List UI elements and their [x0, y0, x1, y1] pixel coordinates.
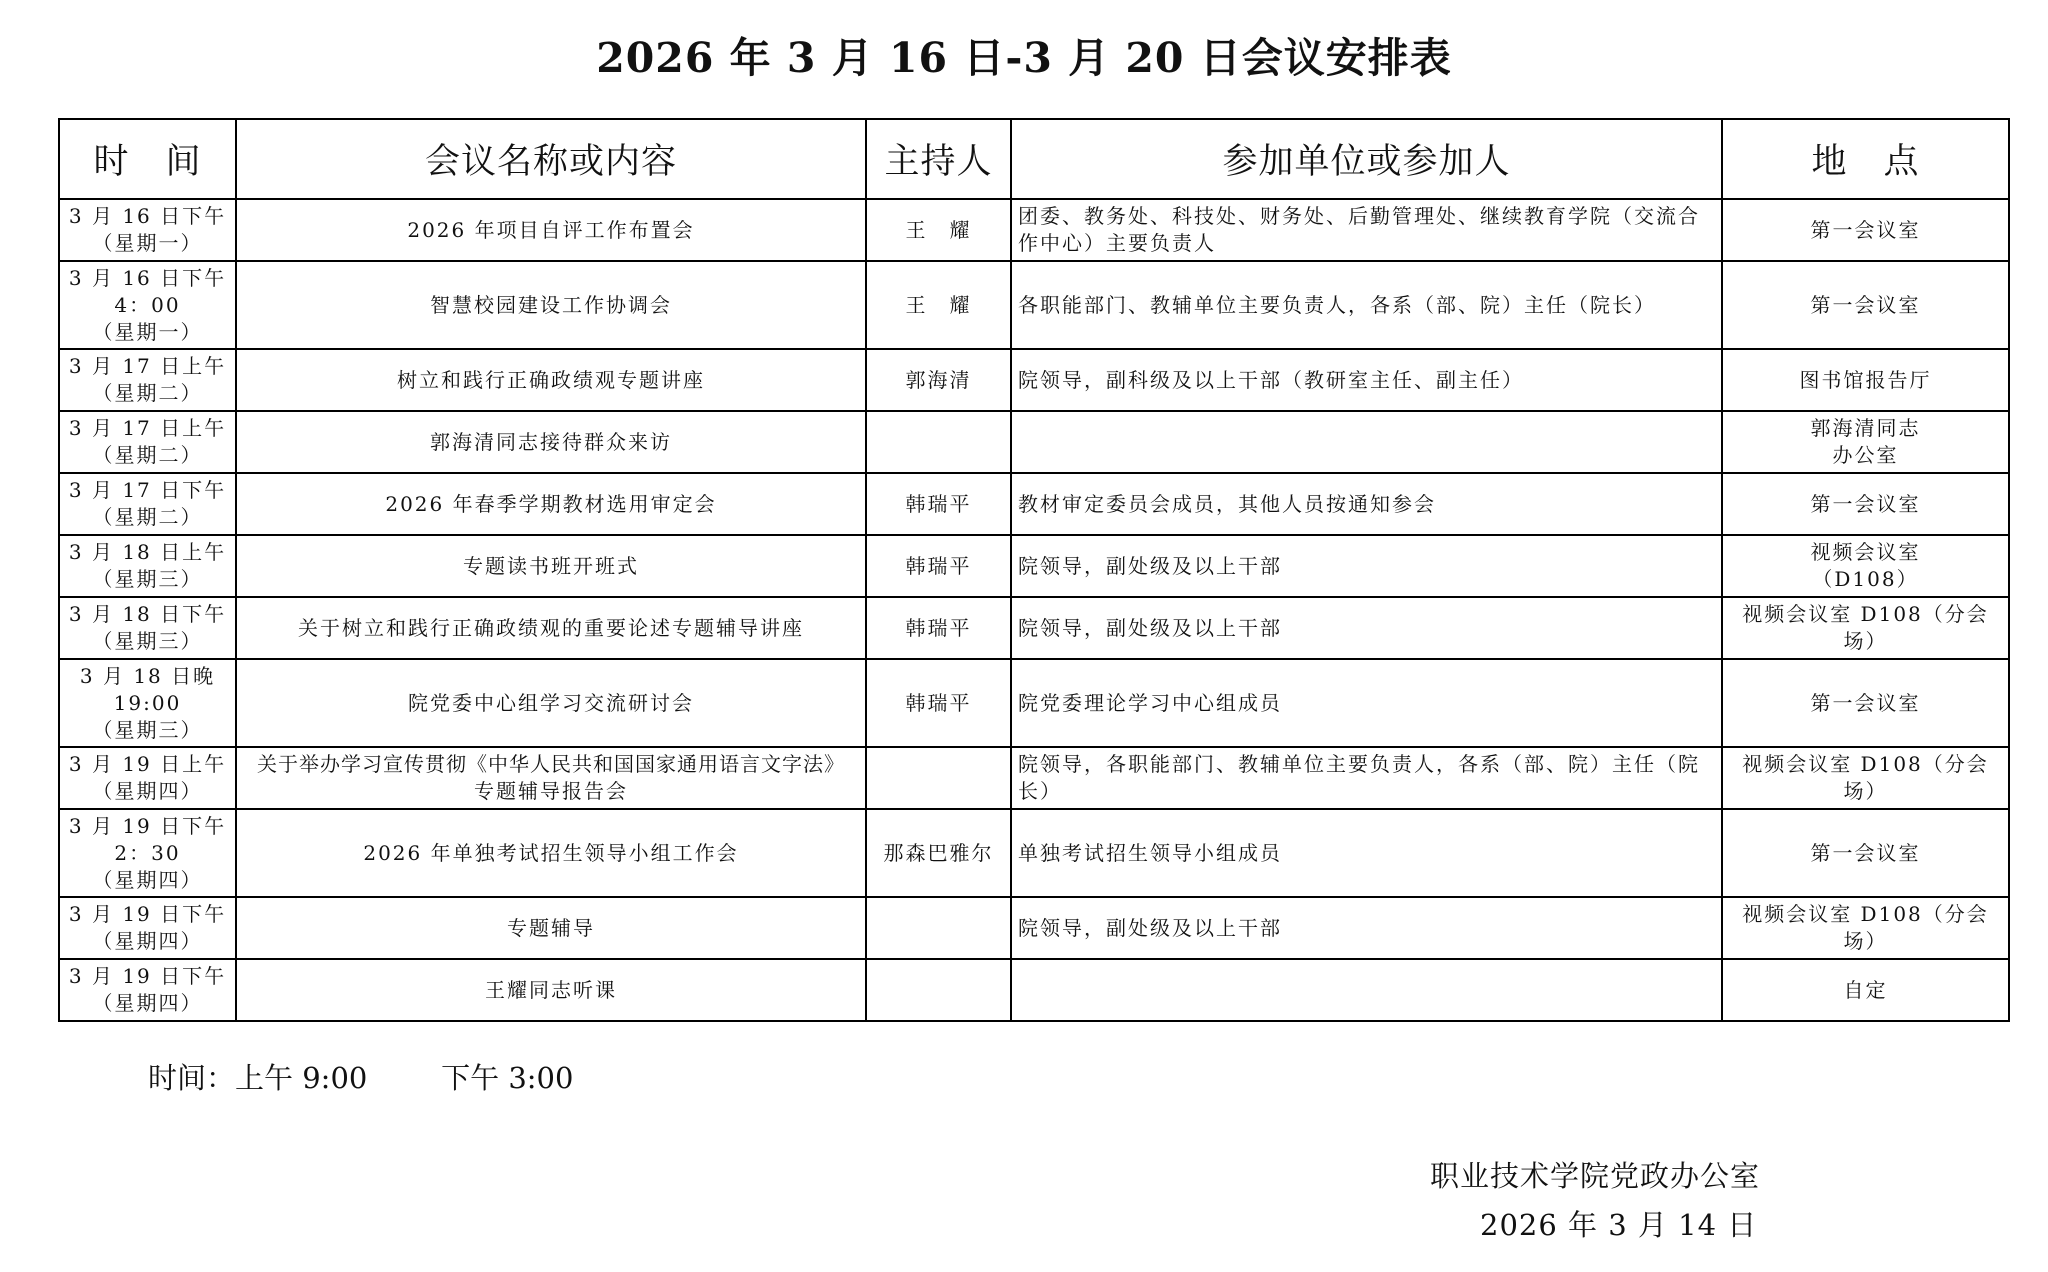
cell-time	[59, 261, 236, 349]
cell-participants	[1011, 261, 1722, 349]
table-row	[59, 535, 2009, 597]
cell-time	[59, 473, 236, 535]
location-line: 自定	[1843, 977, 1888, 1002]
location-line: 视频会议室 D108（分会场）	[1742, 602, 1989, 653]
location-line: 办公室	[1832, 443, 1899, 467]
time-line: 3 月 19 日上午	[68, 752, 227, 776]
time-line: 3 月 18 日晚	[79, 663, 216, 688]
location-line: 第一会议室	[1810, 840, 1921, 865]
participants-line: 院领导，各职能部门、教辅单位主要负责人，各系（部、院）主任（院	[1018, 752, 1700, 776]
cell-location	[1722, 261, 2009, 349]
location-line: 视频会议室 D108（分会场）	[1742, 752, 1989, 803]
participants-line: 院领导，副处级及以上干部	[1018, 915, 1282, 940]
cell-time	[59, 897, 236, 959]
cell-location	[1722, 535, 2009, 597]
cell-location	[1722, 597, 2009, 659]
time-line: 4：00	[114, 292, 181, 317]
footnote-afternoon: 下午 3:00	[441, 1061, 574, 1095]
cell-meeting-name	[236, 897, 866, 959]
time-line: 3 月 18 日下午	[68, 602, 227, 626]
meeting-name-line: 2026 年春季学期教材选用审定会	[385, 491, 717, 516]
cell-time	[59, 959, 236, 1021]
cell-host	[866, 747, 1011, 809]
time-line: 3 月 19 日下午	[68, 902, 227, 926]
participants-line: 院领导，副科级及以上干部（教研室主任、副主任）	[1018, 367, 1524, 392]
cell-host: 韩瑞平	[866, 535, 1011, 597]
weekday-line: （星期三）	[92, 717, 203, 742]
signature-org: 职业技术学院党政办公室	[1430, 1159, 1761, 1193]
cell-participants	[1011, 199, 1722, 261]
participants-line: 单独考试招生领导小组成员	[1018, 840, 1282, 865]
location-line: （D108）	[1812, 567, 1919, 591]
page-title: 2026 年 3 月 16 日-3 月 20 日会议安排表	[596, 34, 1452, 82]
cell-host: 郭海清	[866, 349, 1011, 411]
weekday-line: （星期二）	[92, 443, 203, 467]
cell-participants	[1011, 349, 1722, 411]
cell-location	[1722, 809, 2009, 897]
cell-location	[1722, 959, 2009, 1021]
weekday-line: （星期二）	[92, 505, 203, 529]
cell-time	[59, 199, 236, 261]
table-row	[59, 199, 2009, 261]
meeting-name-line: 智慧校园建设工作协调会	[430, 292, 672, 317]
cell-location	[1722, 349, 2009, 411]
time-line: 3 月 19 日下午	[68, 813, 227, 838]
header-time: 时 间	[59, 119, 236, 199]
cell-participants	[1011, 411, 1722, 473]
cell-host	[866, 897, 1011, 959]
participants-line: 院领导，副处级及以上干部	[1018, 553, 1282, 578]
location-line: 图书馆报告厅	[1799, 367, 1932, 392]
cell-time	[59, 597, 236, 659]
cell-location	[1722, 897, 2009, 959]
cell-host: 韩瑞平	[866, 473, 1011, 535]
location-line: 视频会议室	[1810, 540, 1921, 564]
weekday-line: （星期三）	[92, 567, 203, 591]
location-line: 第一会议室	[1810, 217, 1921, 242]
participants-line: 院党委理论学习中心组成员	[1018, 690, 1282, 715]
table-row	[59, 897, 2009, 959]
time-footnote	[148, 1060, 573, 1096]
time-line: 3 月 16 日下午	[68, 265, 227, 290]
cell-time	[59, 349, 236, 411]
meeting-name-line: 关于举办学习宣传贯彻《中华人民共和国国家通用语言文字法》	[257, 752, 845, 776]
meeting-name-line: 关于树立和践行正确政绩观的重要论述专题辅导讲座	[298, 615, 804, 640]
footnote-label: 时间：	[148, 1061, 236, 1095]
header-meeting-name: 会议名称或内容	[236, 119, 866, 199]
table-row	[59, 261, 2009, 349]
cell-participants	[1011, 597, 1722, 659]
location-line: 第一会议室	[1810, 491, 1921, 516]
table-row	[59, 411, 2009, 473]
table-row	[59, 747, 2009, 809]
weekday-line: （星期四）	[92, 867, 203, 892]
cell-meeting-name	[236, 597, 866, 659]
participants-line: 长）	[1018, 779, 1062, 803]
cell-meeting-name	[236, 349, 866, 411]
cell-host: 韩瑞平	[866, 659, 1011, 747]
table-header-row	[59, 119, 2009, 199]
participants-line: 各职能部门、教辅单位主要负责人，各系（部、院）主任（院长）	[1018, 292, 1656, 317]
meeting-name-line: 院党委中心组学习交流研讨会	[408, 690, 694, 715]
cell-host	[866, 411, 1011, 473]
time-line: 3 月 17 日上午	[68, 416, 227, 440]
cell-location	[1722, 747, 2009, 809]
cell-participants	[1011, 959, 1722, 1021]
participants-line: 团委、教务处、科技处、财务处、后勤管理处、继续教育学院（交流合	[1018, 204, 1700, 228]
cell-time	[59, 535, 236, 597]
location-line: 第一会议室	[1810, 292, 1921, 317]
participants-line: 教材审定委员会成员，其他人员按通知参会	[1018, 491, 1436, 516]
table-row	[59, 659, 2009, 747]
cell-time	[59, 659, 236, 747]
time-line: 3 月 16 日下午	[68, 204, 227, 228]
cell-location	[1722, 411, 2009, 473]
header-participants: 参加单位或参加人	[1011, 119, 1722, 199]
table-row	[59, 959, 2009, 1021]
location-line: 郭海清同志	[1810, 416, 1921, 440]
meeting-name-line: 王耀同志听课	[485, 977, 617, 1002]
participants-line: 作中心）主要负责人	[1018, 231, 1216, 255]
time-line: 19:00	[113, 690, 182, 715]
cell-host	[866, 959, 1011, 1021]
cell-meeting-name	[236, 199, 866, 261]
cell-host: 王 耀	[866, 261, 1011, 349]
cell-time	[59, 809, 236, 897]
meeting-name-line: 2026 年项目自评工作布置会	[407, 217, 695, 242]
time-line: 3 月 19 日下午	[68, 964, 227, 988]
time-line: 2：30	[114, 840, 181, 865]
cell-time	[59, 747, 236, 809]
cell-meeting-name	[236, 809, 866, 897]
header-host: 主持人	[866, 119, 1011, 199]
time-line: 3 月 17 日下午	[68, 478, 227, 502]
weekday-line: （星期四）	[92, 779, 203, 803]
cell-participants	[1011, 747, 1722, 809]
cell-participants	[1011, 897, 1722, 959]
cell-meeting-name	[236, 411, 866, 473]
location-line: 视频会议室 D108（分会场）	[1742, 902, 1989, 953]
cell-location	[1722, 659, 2009, 747]
participants-line: 院领导，副处级及以上干部	[1018, 615, 1282, 640]
cell-meeting-name	[236, 261, 866, 349]
footnote-morning: 上午 9:00	[235, 1061, 368, 1095]
meeting-name-line: 专题辅导报告会	[474, 779, 628, 803]
meeting-name-line: 2026 年单独考试招生领导小组工作会	[363, 840, 739, 865]
table-row	[59, 809, 2009, 897]
table-row	[59, 597, 2009, 659]
cell-meeting-name	[236, 473, 866, 535]
meeting-schedule-table	[58, 118, 2010, 1022]
weekday-line: （星期四）	[92, 929, 203, 953]
time-line: 3 月 18 日上午	[68, 540, 227, 564]
meeting-name-line: 郭海清同志接待群众来访	[430, 429, 672, 454]
cell-host: 王 耀	[866, 199, 1011, 261]
cell-participants	[1011, 473, 1722, 535]
cell-host: 那森巴雅尔	[866, 809, 1011, 897]
cell-meeting-name	[236, 747, 866, 809]
meeting-name-line: 树立和践行正确政绩观专题讲座	[397, 367, 705, 392]
cell-meeting-name	[236, 959, 866, 1021]
time-line: 3 月 17 日上午	[68, 354, 227, 378]
location-line: 第一会议室	[1810, 690, 1921, 715]
weekday-line: （星期四）	[92, 991, 203, 1015]
header-location: 地 点	[1722, 119, 2009, 199]
cell-participants	[1011, 809, 1722, 897]
weekday-line: （星期三）	[92, 629, 203, 653]
cell-host: 韩瑞平	[866, 597, 1011, 659]
cell-participants	[1011, 659, 1722, 747]
weekday-line: （星期一）	[92, 231, 203, 255]
cell-meeting-name	[236, 659, 866, 747]
signature-date: 2026 年 3 月 14 日	[1480, 1208, 1758, 1242]
meeting-name-line: 专题辅导	[507, 915, 595, 940]
cell-time	[59, 411, 236, 473]
meeting-name-line: 专题读书班开班式	[463, 553, 639, 578]
cell-meeting-name	[236, 535, 866, 597]
table-row	[59, 349, 2009, 411]
cell-location	[1722, 473, 2009, 535]
cell-participants	[1011, 535, 1722, 597]
weekday-line: （星期一）	[92, 319, 203, 344]
table-row	[59, 473, 2009, 535]
cell-location	[1722, 199, 2009, 261]
weekday-line: （星期二）	[92, 381, 203, 405]
